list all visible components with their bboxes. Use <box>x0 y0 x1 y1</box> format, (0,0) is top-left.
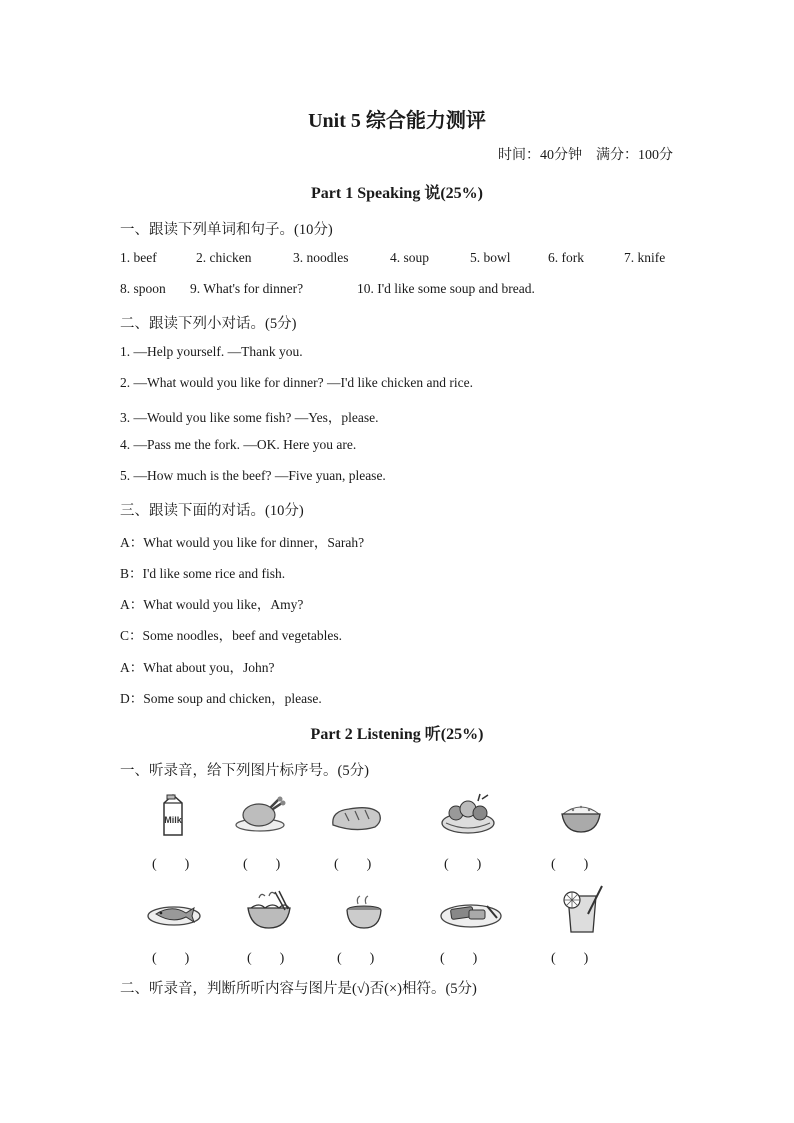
milk-carton-icon <box>158 793 188 837</box>
vegetable-basket-icon <box>438 793 498 837</box>
part1-section1-heading: 一、跟读下列单词和句子。(10分) <box>120 222 333 238</box>
part1-section3-heading: 三、跟读下面的对话。(10分) <box>120 503 304 519</box>
word-item: 10. I'd like some soup and bread. <box>357 281 535 296</box>
part2-section1-heading: 一、听录音，给下列图片标序号。(5分) <box>120 763 369 779</box>
answer-blank[interactable]: ( ) <box>243 857 281 872</box>
conversation-line: A：What would you like，Amy? <box>120 597 304 612</box>
word-item: 9. What's for dinner? <box>190 281 304 296</box>
answer-blank[interactable]: ( ) <box>440 951 478 966</box>
dialogue-line: 3. —Would you like some fish? —Yes，please. <box>120 410 379 425</box>
word-item: 7. knife <box>624 250 666 265</box>
word-item: 6. fork <box>548 250 584 265</box>
conversation-line: A：What would you like for dinner，Sarah? <box>120 535 365 550</box>
word-row-1 <box>0 250 794 270</box>
part1-section2-heading: 二、跟读下列小对话。(5分) <box>120 316 297 332</box>
juice-glass-icon <box>560 884 608 934</box>
conversation-line: C：Some noodles，beef and vegetables. <box>120 628 342 643</box>
dialogue-line: 2. —What would you like for dinner? —I'd like chicken and rice. <box>120 375 473 390</box>
svg-text:Milk: Milk <box>164 815 182 825</box>
conversation-line: D：Some soup and chicken，please. <box>120 691 322 706</box>
answer-blank[interactable]: ( ) <box>247 951 285 966</box>
word-item: 5. bowl <box>470 250 511 265</box>
word-item: 3. noodles <box>293 250 349 265</box>
part2-title: Part 2 Listening 听(25%) <box>310 726 484 743</box>
page-title: Unit 5 综合能力测评 <box>308 110 486 132</box>
word-item: 1. beef <box>120 250 157 265</box>
soup-bowl-icon <box>344 894 384 932</box>
conversation-line: B：I'd like some rice and fish. <box>120 566 286 581</box>
rice-bowl-icon <box>559 798 603 836</box>
noodle-bowl-icon <box>245 888 293 932</box>
answer-blank[interactable]: ( ) <box>152 951 190 966</box>
conversation-line: A：What about you，John? <box>120 660 275 675</box>
word-item: 8. spoon <box>120 281 166 296</box>
answer-blank[interactable]: ( ) <box>551 857 589 872</box>
fish-plate-icon <box>146 896 202 928</box>
dialogue-line: 4. —Pass me the fork. —OK. Here you are. <box>120 437 357 452</box>
answer-blank[interactable]: ( ) <box>337 951 375 966</box>
part1-title: Part 1 Speaking 说(25%) <box>310 185 483 202</box>
exam-info: 时间：40分钟 满分：100分 <box>498 148 673 163</box>
answer-blank[interactable]: ( ) <box>152 857 190 872</box>
dialogue-line: 5. —How much is the beef? —Five yuan, please. <box>120 468 386 483</box>
part2-section2-heading: 二、听录音，判断所听内容与图片是(√)否(×)相符。(5分) <box>120 981 477 997</box>
beef-plate-icon <box>439 896 503 930</box>
roast-chicken-icon <box>233 795 287 833</box>
bread-loaf-icon <box>329 803 383 833</box>
answer-blank[interactable]: ( ) <box>551 951 589 966</box>
answer-blank[interactable]: ( ) <box>444 857 482 872</box>
word-row-2 <box>0 281 794 301</box>
answer-blank[interactable]: ( ) <box>334 857 372 872</box>
word-item: 4. soup <box>390 250 430 265</box>
dialogue-line: 1. —Help yourself. —Thank you. <box>120 344 303 359</box>
word-item: 2. chicken <box>196 250 252 265</box>
